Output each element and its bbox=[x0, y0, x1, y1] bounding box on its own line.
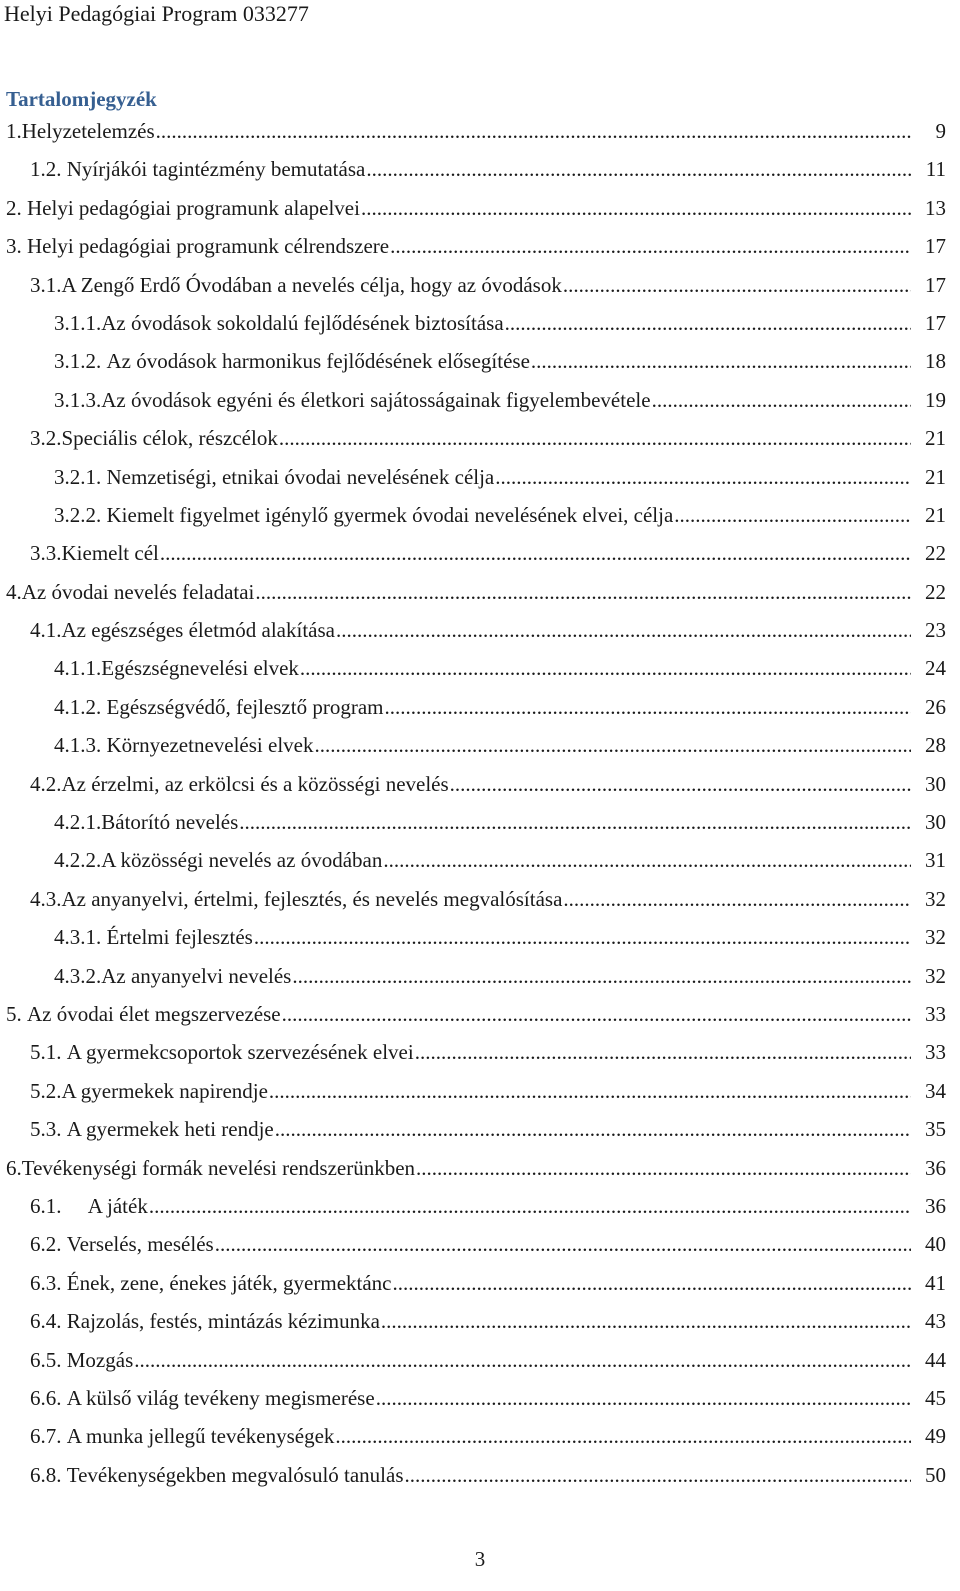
toc-entry[interactable] bbox=[0, 154, 960, 192]
toc-entry[interactable] bbox=[0, 538, 960, 576]
toc-entry[interactable] bbox=[0, 1306, 960, 1344]
toc-dot-leader bbox=[531, 346, 911, 376]
toc-entry[interactable] bbox=[0, 500, 960, 538]
toc-entry-page: 32 bbox=[925, 925, 946, 950]
toc-entry[interactable] bbox=[0, 961, 960, 999]
toc-entry-number: 2. bbox=[6, 195, 27, 220]
toc-entry[interactable] bbox=[0, 385, 960, 423]
toc-entry-title: A játék bbox=[87, 1193, 148, 1218]
toc-dot-leader bbox=[381, 1306, 911, 1336]
toc-entry-page: 50 bbox=[925, 1462, 946, 1487]
toc-dot-leader bbox=[390, 231, 911, 261]
toc-entry-page: 49 bbox=[925, 1424, 946, 1449]
toc-dot-leader bbox=[393, 1268, 911, 1298]
toc-entry[interactable] bbox=[0, 1229, 960, 1267]
toc-dot-leader bbox=[563, 270, 911, 300]
toc-entry[interactable] bbox=[0, 1191, 960, 1229]
toc-entry-title: Kiemelt cél bbox=[61, 541, 159, 566]
toc-dot-leader bbox=[505, 308, 911, 338]
toc-entry-title: Nyírjákói tagintézmény bemutatása bbox=[66, 157, 366, 182]
toc-entry-number: 5.3. bbox=[30, 1117, 67, 1142]
toc-entry[interactable] bbox=[0, 423, 960, 461]
toc-dot-leader bbox=[156, 116, 911, 146]
toc-entry-page: 13 bbox=[925, 195, 946, 220]
toc-dot-leader bbox=[254, 922, 911, 952]
toc-entry-number: 4.1.3. bbox=[54, 733, 107, 758]
toc-entry[interactable] bbox=[0, 1345, 960, 1383]
toc-entry[interactable] bbox=[0, 769, 960, 807]
toc-entry-number: 5.2. bbox=[30, 1078, 62, 1103]
toc-entry[interactable] bbox=[0, 308, 960, 346]
toc-entry-title: Rajzolás, festés, mintázás kézimunka bbox=[66, 1309, 380, 1334]
toc-dot-leader bbox=[336, 615, 911, 645]
toc-entry[interactable] bbox=[0, 116, 960, 154]
toc-entry-page: 21 bbox=[925, 502, 946, 527]
toc-entry[interactable] bbox=[0, 462, 960, 500]
toc-entry-page: 22 bbox=[925, 541, 946, 566]
toc-entry-number: 6.5. bbox=[30, 1347, 67, 1372]
toc-entry-number: 4.1. bbox=[30, 618, 62, 643]
toc-entry-page: 40 bbox=[925, 1232, 946, 1257]
toc-dot-leader bbox=[275, 1114, 911, 1144]
toc-entry-page: 17 bbox=[925, 310, 946, 335]
toc-dot-leader bbox=[300, 653, 911, 683]
document-header: Helyi Pedagógiai Program 033277 bbox=[4, 1, 309, 26]
toc-entry-title: Mozgás bbox=[66, 1347, 134, 1372]
toc-entry-number: 6.2. bbox=[30, 1232, 67, 1257]
toc-entry-title: A munka jellegű tevékenységek bbox=[66, 1424, 335, 1449]
toc-entry-page: 24 bbox=[925, 656, 946, 681]
toc-dot-leader bbox=[282, 999, 911, 1029]
toc-entry-number: 4. bbox=[6, 579, 22, 604]
toc-entry-page: 35 bbox=[925, 1117, 946, 1142]
toc-entry[interactable] bbox=[0, 193, 960, 231]
toc-entry-title: Az óvodások harmonikus fejlődésének elősegítése bbox=[106, 349, 530, 374]
toc-entry-page: 28 bbox=[925, 733, 946, 758]
toc-dot-leader bbox=[134, 1345, 911, 1375]
toc-entry-title: Bátorító nevelés bbox=[101, 810, 239, 835]
toc-entry[interactable] bbox=[0, 577, 960, 615]
toc-entry[interactable] bbox=[0, 999, 960, 1037]
toc-entry[interactable] bbox=[0, 1153, 960, 1191]
toc-entry-page: 36 bbox=[925, 1155, 946, 1180]
toc-entry-number: 6.3. bbox=[30, 1270, 67, 1295]
toc-entry-page: 17 bbox=[925, 234, 946, 259]
toc-entry[interactable] bbox=[0, 692, 960, 730]
toc-entry-page: 11 bbox=[925, 157, 946, 182]
toc-entry-title: Az óvodások egyéni és életkori sajátosságainak figyelembevétele bbox=[101, 387, 651, 412]
toc-dot-leader bbox=[674, 500, 911, 530]
toc-entry-title: A gyermekcsoportok szervezésének elvei bbox=[66, 1040, 414, 1065]
toc-dot-leader bbox=[366, 154, 911, 184]
toc-entry-title: Kiemelt figyelmet igénylő gyermek óvodai nevelésének elvei, célja bbox=[106, 502, 674, 527]
toc-entry-title: A közösségi nevelés az óvodában bbox=[101, 848, 383, 873]
toc-entry[interactable] bbox=[0, 1383, 960, 1421]
toc-entry-number: 4.2.1. bbox=[54, 810, 102, 835]
toc-entry-number: 3.3. bbox=[30, 541, 62, 566]
toc-entry-number: 4.1.2. bbox=[54, 694, 107, 719]
toc-entry-title: Egészségvédő, fejlesztő program bbox=[106, 694, 384, 719]
toc-entry-number: 3.2.2. bbox=[54, 502, 107, 527]
toc-entry-title: Az anyanyelvi nevelés bbox=[101, 963, 292, 988]
toc-entry[interactable] bbox=[0, 1037, 960, 1075]
toc-entry-number: 3.1. bbox=[30, 272, 62, 297]
toc-entry-page: 22 bbox=[925, 579, 946, 604]
toc-entry-page: 31 bbox=[925, 848, 946, 873]
toc-entry-title: Környezetnevelési elvek bbox=[106, 733, 314, 758]
table-of-contents bbox=[0, 116, 960, 1498]
toc-dot-leader bbox=[384, 692, 911, 722]
toc-entry-number: 3.1.3. bbox=[54, 387, 102, 412]
toc-entry[interactable] bbox=[0, 615, 960, 653]
toc-entry-page: 17 bbox=[925, 272, 946, 297]
toc-entry-page: 44 bbox=[925, 1347, 946, 1372]
toc-entry-page: 9 bbox=[935, 119, 946, 143]
toc-entry-page: 30 bbox=[925, 771, 946, 796]
toc-entry-title: Az óvodai nevelés feladatai bbox=[21, 579, 255, 604]
toc-entry-number: 1.2. bbox=[30, 157, 67, 182]
toc-entry[interactable] bbox=[0, 807, 960, 845]
toc-entry-title: Helyi pedagógiai programunk alapelvei bbox=[27, 195, 360, 220]
toc-entry-number: 3.1.2. bbox=[54, 349, 107, 374]
toc-dot-leader bbox=[376, 1383, 911, 1413]
toc-entry-number: 4.1.1. bbox=[54, 656, 102, 681]
toc-entry[interactable] bbox=[0, 1076, 960, 1114]
toc-entry[interactable] bbox=[0, 653, 960, 691]
toc-entry-page: 33 bbox=[925, 1001, 946, 1026]
toc-dot-leader bbox=[255, 577, 911, 607]
toc-entry-page: 32 bbox=[925, 963, 946, 988]
toc-entry-number: 3. bbox=[6, 234, 27, 259]
toc-entry-number: 6.1. bbox=[30, 1193, 88, 1218]
toc-entry-number: 6. bbox=[6, 1155, 22, 1180]
toc-entry[interactable] bbox=[0, 270, 960, 308]
toc-entry-title: Egészségnevelési elvek bbox=[101, 656, 299, 681]
toc-entry-number: 4.3. bbox=[30, 886, 62, 911]
toc-entry-page: 30 bbox=[925, 810, 946, 835]
toc-dot-leader bbox=[315, 730, 912, 760]
toc-entry-page: 36 bbox=[925, 1193, 946, 1218]
toc-entry[interactable] bbox=[0, 1114, 960, 1152]
toc-entry-title: Nemzetiségi, etnikai óvodai nevelésének célja bbox=[106, 464, 495, 489]
toc-dot-leader bbox=[652, 385, 911, 415]
toc-dot-leader bbox=[160, 538, 911, 568]
toc-entry-page: 32 bbox=[925, 886, 946, 911]
toc-entry[interactable] bbox=[0, 922, 960, 960]
toc-dot-leader bbox=[335, 1421, 911, 1451]
toc-entry-number: 5.1. bbox=[30, 1040, 67, 1065]
toc-dot-leader bbox=[269, 1076, 911, 1106]
toc-entry-page: 45 bbox=[925, 1385, 946, 1410]
toc-entry-title: A Zengő Erdő Óvodában a nevelés célja, hogy az óvodások bbox=[61, 272, 562, 297]
toc-entry[interactable] bbox=[0, 231, 960, 269]
toc-entry-number: 6.6. bbox=[30, 1385, 67, 1410]
toc-entry-number: 6.8. bbox=[30, 1462, 67, 1487]
toc-dot-leader bbox=[563, 884, 911, 914]
toc-entry-title: A külső világ tevékeny megismerése bbox=[66, 1385, 375, 1410]
toc-entry[interactable] bbox=[0, 1421, 960, 1459]
toc-dot-leader bbox=[361, 193, 911, 223]
toc-entry-title: Helyzetelemzés bbox=[21, 119, 155, 143]
toc-entry-number: 4.2. bbox=[30, 771, 62, 796]
page-number: 3 bbox=[474, 1547, 486, 1571]
toc-entry-page: 43 bbox=[925, 1309, 946, 1334]
toc-entry[interactable] bbox=[0, 1460, 960, 1498]
toc-dot-leader bbox=[383, 845, 911, 875]
toc-entry-page: 19 bbox=[925, 387, 946, 412]
toc-entry-page: 33 bbox=[925, 1040, 946, 1065]
toc-entry-title: Ének, zene, énekes játék, gyermektánc bbox=[66, 1270, 392, 1295]
toc-entry[interactable] bbox=[0, 730, 960, 768]
toc-dot-leader bbox=[279, 423, 911, 453]
toc-dot-leader bbox=[416, 1153, 911, 1183]
toc-entry-number: 1. bbox=[6, 119, 22, 143]
toc-entry-number: 4.2.2. bbox=[54, 848, 102, 873]
toc-dot-leader bbox=[239, 807, 911, 837]
toc-entry-number: 4.3.2. bbox=[54, 963, 102, 988]
toc-entry-page: 18 bbox=[925, 349, 946, 374]
toc-dot-leader bbox=[495, 462, 911, 492]
toc-entry-number: 6.7. bbox=[30, 1424, 67, 1449]
toc-entry-title: Az óvodai élet megszervezése bbox=[27, 1001, 281, 1026]
toc-dot-leader bbox=[415, 1037, 911, 1067]
toc-entry-page: 34 bbox=[925, 1078, 946, 1103]
toc-dot-leader bbox=[405, 1460, 911, 1490]
toc-entry-title: Az érzelmi, az erkölcsi és a közösségi nevelés bbox=[61, 771, 449, 796]
toc-entry-page: 41 bbox=[925, 1270, 946, 1295]
toc-dot-leader bbox=[292, 961, 911, 991]
toc-entry-title: Az óvodások sokoldalú fejlődésének biztosítása bbox=[101, 310, 504, 335]
toc-entry-title: Értelmi fejlesztés bbox=[106, 925, 253, 950]
toc-entry-title: Verselés, mesélés bbox=[66, 1232, 214, 1257]
toc-entry-title: Helyi pedagógiai programunk célrendszere bbox=[27, 234, 390, 259]
toc-entry[interactable] bbox=[0, 1268, 960, 1306]
toc-entry-page: 21 bbox=[925, 464, 946, 489]
toc-title: Tartalomjegyzék bbox=[6, 87, 157, 111]
toc-entry[interactable] bbox=[0, 845, 960, 883]
toc-entry-number: 6.4. bbox=[30, 1309, 67, 1334]
toc-entry-number: 3.2.1. bbox=[54, 464, 107, 489]
toc-entry-page: 26 bbox=[925, 694, 946, 719]
toc-entry-title: Tevékenységi formák nevelési rendszerünkben bbox=[21, 1155, 416, 1180]
toc-entry-title: Az egészséges életmód alakítása bbox=[61, 618, 335, 643]
toc-entry-page: 21 bbox=[925, 426, 946, 451]
toc-entry-number: 4.3.1. bbox=[54, 925, 107, 950]
toc-entry-title: Az anyanyelvi, értelmi, fejlesztés, és nevelés megvalósítása bbox=[61, 886, 563, 911]
toc-entry[interactable] bbox=[0, 884, 960, 922]
toc-entry-number: 3.2. bbox=[30, 426, 62, 451]
toc-entry-number: 5. bbox=[6, 1001, 27, 1026]
toc-entry-title: A gyermekek heti rendje bbox=[66, 1117, 274, 1142]
toc-entry-number: 3.1.1. bbox=[54, 310, 102, 335]
toc-entry-title: Speciális célok, részcélok bbox=[61, 426, 278, 451]
toc-dot-leader bbox=[450, 769, 911, 799]
toc-entry-page: 23 bbox=[925, 618, 946, 643]
toc-dot-leader bbox=[215, 1229, 911, 1259]
toc-dot-leader bbox=[149, 1191, 911, 1221]
toc-entry-title: Tevékenységekben megvalósuló tanulás bbox=[66, 1462, 404, 1487]
toc-entry[interactable] bbox=[0, 346, 960, 384]
toc-entry-title: A gyermekek napirendje bbox=[61, 1078, 268, 1103]
